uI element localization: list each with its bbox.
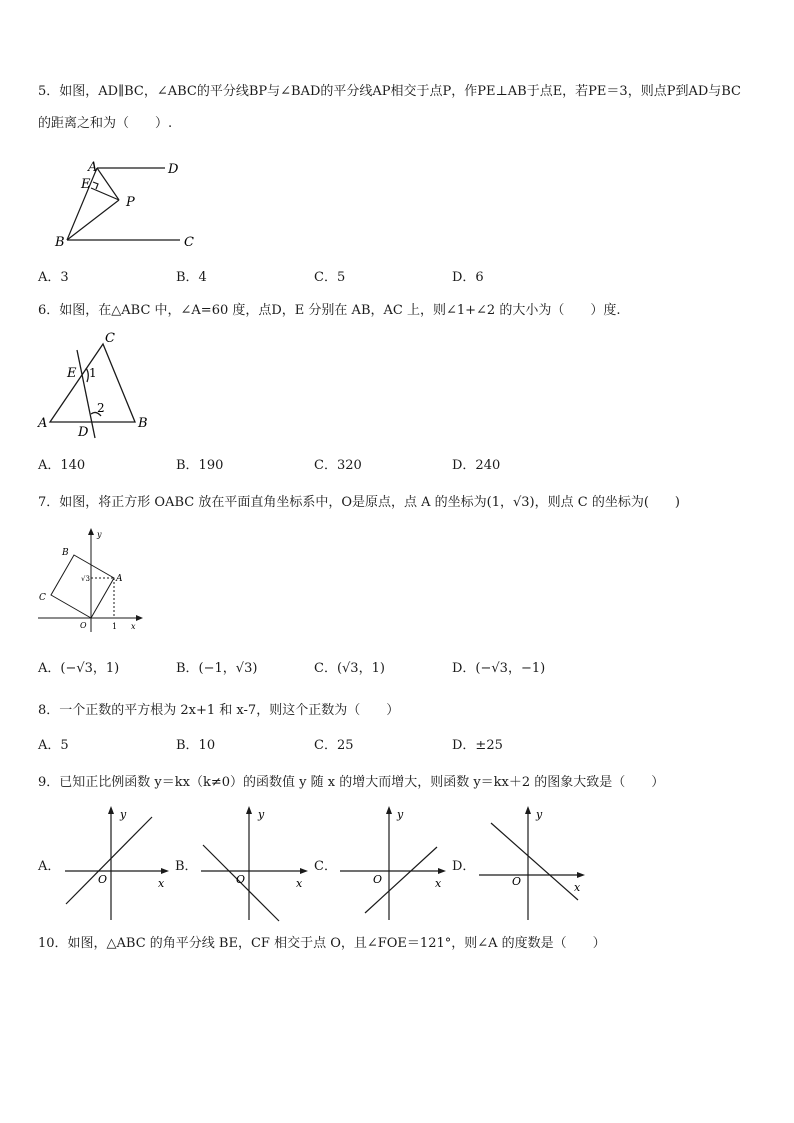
- q5-label-A: A: [88, 160, 98, 175]
- q9-option-c-letter[interactable]: C．: [314, 859, 337, 874]
- q9-b-y: y: [258, 808, 265, 821]
- q8-text-line1: 8．一个正数的平方根为 2x+1 和 x-7，则这个正数为（ ）: [38, 703, 400, 718]
- q6-label-B: B: [138, 416, 148, 431]
- q9-c-x: x: [435, 877, 442, 890]
- q5-option-b[interactable]: B．4: [176, 270, 207, 285]
- q5-text-line2: 的距离之和为（ ）.: [38, 116, 173, 131]
- q7-figure: [35, 528, 150, 638]
- q9-option-a-letter[interactable]: A．: [38, 859, 61, 874]
- q10-text-line1: 10．如图，△ABC 的角平分线 BE，CF 相交于点 O，且∠FOE＝121°，则∠A 的度数是（ ）: [38, 936, 606, 951]
- q7-label-B: B: [62, 548, 69, 558]
- q6-label-angle2: 2: [97, 401, 105, 415]
- q5-option-c[interactable]: C．5: [314, 270, 346, 285]
- q8-option-a[interactable]: A．5: [38, 738, 69, 753]
- q9-a-o: O: [98, 873, 108, 886]
- q7-label-one: 1: [112, 622, 118, 631]
- q7-option-d[interactable]: D．(−√3，−1): [452, 661, 546, 676]
- q9-graph-b[interactable]: [196, 805, 311, 925]
- q8-option-c[interactable]: C．25: [314, 738, 354, 753]
- q9-option-b-letter[interactable]: B．: [175, 859, 198, 874]
- q9-graph-a[interactable]: [60, 805, 175, 925]
- q7-label-x: x: [131, 622, 136, 631]
- q9-b-x: x: [296, 877, 303, 890]
- q5-text-line1: 5．如图，AD∥BC，∠ABC的平分线BP与∠BAD的平分线AP相交于点P，作PE⊥AB于点E，若PE＝3，则点P到AD与BC: [38, 84, 741, 99]
- q9-b-o: O: [236, 873, 246, 886]
- q8-option-b[interactable]: B．10: [176, 738, 216, 753]
- q9-graph-c[interactable]: [337, 805, 452, 925]
- q6-option-c[interactable]: C．320: [314, 458, 362, 473]
- q9-option-d-letter[interactable]: D．: [452, 859, 476, 874]
- q7-label-sqrt3: √3: [81, 575, 90, 583]
- q8-option-d[interactable]: D．±25: [452, 738, 503, 753]
- q5-label-D: D: [168, 162, 179, 177]
- q5-figure: [50, 158, 210, 253]
- q6-text-line1: 6．如图，在△ABC 中，∠A=60 度，点D，E 分别在 AB，AC 上，则∠1+∠2 的大小为（ ）度.: [38, 303, 621, 318]
- q6-option-b[interactable]: B．190: [176, 458, 224, 473]
- q7-label-O: O: [80, 621, 87, 630]
- q5-label-P: P: [126, 195, 135, 210]
- q9-d-y: y: [536, 808, 543, 821]
- q7-label-C: C: [39, 593, 46, 603]
- q6-option-a[interactable]: A．140: [38, 458, 86, 473]
- q5-option-a[interactable]: A．3: [38, 270, 69, 285]
- q6-figure: [35, 330, 165, 440]
- q9-graph-d[interactable]: [476, 805, 591, 925]
- q9-d-x: x: [574, 881, 581, 894]
- q6-option-d[interactable]: D．240: [452, 458, 501, 473]
- q6-label-angle1: 1: [89, 366, 97, 380]
- q9-text-line1: 9．已知正比例函数 y＝kx（k≠0）的函数值 y 随 x 的增大而增大，则函数 y＝kx＋2 的图象大致是（ ）: [38, 775, 665, 790]
- q6-label-C: C: [105, 331, 115, 346]
- q6-label-A: A: [38, 416, 48, 431]
- q5-option-d[interactable]: D．6: [452, 270, 484, 285]
- q9-c-o: O: [373, 873, 383, 886]
- q7-label-A: A: [116, 574, 123, 584]
- q7-label-y: y: [97, 530, 102, 539]
- q9-c-y: y: [397, 808, 404, 821]
- q6-label-E: E: [67, 366, 77, 381]
- q7-text-line1: 7．如图，将正方形 OABC 放在平面直角坐标系中，O是原点，点 A 的坐标为(1，√3)，则点 C 的坐标为( ): [38, 495, 680, 510]
- q7-option-b[interactable]: B．(−1，√3): [176, 661, 258, 676]
- q7-option-a[interactable]: A．(−√3，1): [38, 661, 120, 676]
- q9-a-x: x: [158, 877, 165, 890]
- q9-a-y: y: [120, 808, 127, 821]
- q7-option-c[interactable]: C．(√3，1): [314, 661, 385, 676]
- q5-label-C: C: [184, 235, 194, 250]
- q5-label-B: B: [55, 235, 65, 250]
- q9-d-o: O: [512, 875, 522, 888]
- q6-label-D: D: [78, 425, 89, 440]
- q5-label-E: E: [81, 177, 91, 192]
